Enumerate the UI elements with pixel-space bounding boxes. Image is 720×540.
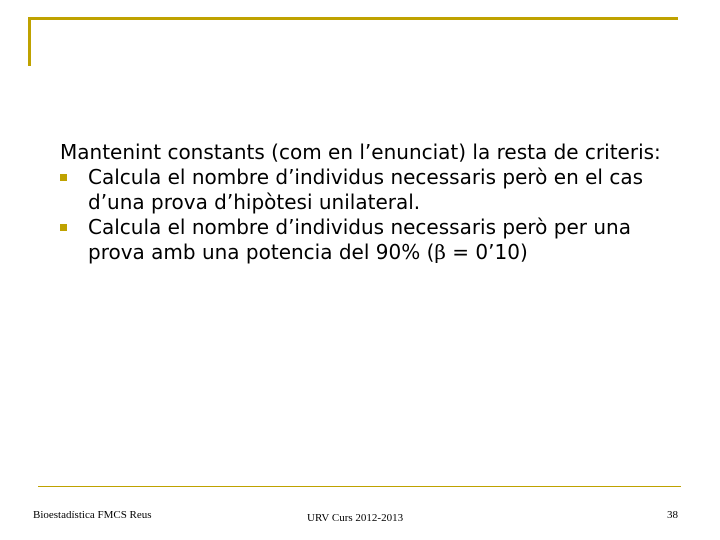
bullet-text: Calcula el nombre d’individus necessaris però en el cas d’una prova d’hipòtesi unilateral. (88, 165, 643, 214)
bullet-text-before: Calcula el nombre d’individus necessaris però per una prova amb una potencia del 90% ( (88, 215, 631, 264)
page-number: 38 (667, 509, 678, 521)
square-bullet-icon (60, 174, 67, 181)
bullet-text-after: = 0’10) (445, 240, 528, 264)
bullet-list (60, 165, 690, 265)
accent-line-left (28, 17, 31, 66)
footer-divider (38, 486, 681, 487)
bullet-item-unilateral (60, 165, 690, 215)
intro-text: Mantenint constants (com en l’enunciat) la resta de criteris: (60, 140, 661, 164)
footer-academic-year: URV Curs 2012-2013 (307, 512, 404, 524)
beta-symbol: β (434, 240, 446, 264)
footer-course-name: Bioestadística FMCS Reus (33, 509, 152, 521)
square-bullet-icon (60, 224, 67, 231)
slide-body (60, 140, 690, 265)
accent-line-top (28, 17, 678, 20)
bullet-item-power (60, 215, 690, 265)
